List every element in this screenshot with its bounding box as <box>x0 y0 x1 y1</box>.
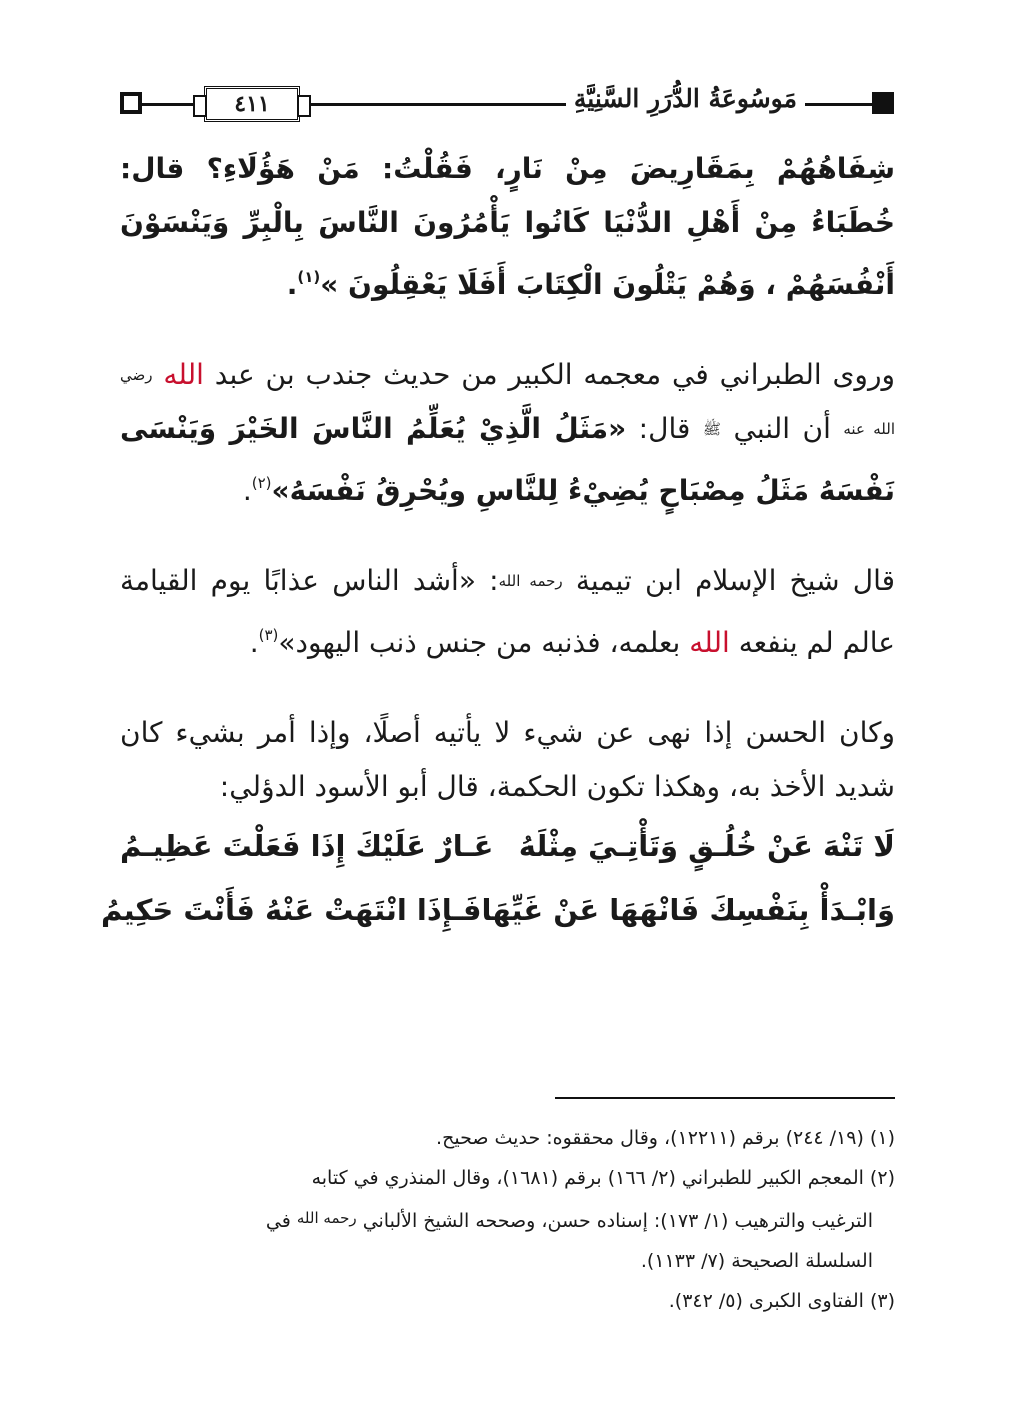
footnote-1: (١) (١٩/ ٢٤٤) برقم (١٢٢١١)، وقال محققوه: حديث صحيح. <box>436 1127 895 1149</box>
paragraph-tabarani <box>120 348 895 518</box>
poem-verse <box>100 880 895 944</box>
header-ornament-hollow <box>120 92 142 114</box>
footnote-2-line2: الترغيب والترهيب (١/ ١٧٣): إسناده حسن، وصححه الشيخ الألباني <box>362 1210 873 1232</box>
verse-second-hemistich: فَـإِذَا انْتَهَتْ عَنْهُ فَأَنْتَ حَكِيمُ <box>100 893 482 927</box>
footnote-2-line1: (٢) المعجم الكبير للطبراني (٢/ ١٦٦) برقم (١٦٨١)، وقال المنذري في كتابه <box>311 1167 895 1189</box>
p2-mid: أن النبي <box>733 412 831 445</box>
divine-name: الله <box>163 358 204 391</box>
paragraph-hadith-continued <box>120 142 895 312</box>
page-number <box>204 86 300 122</box>
poem <box>100 816 895 944</box>
running-header <box>120 82 895 128</box>
p1-end: . <box>286 268 298 301</box>
p2-end: . <box>242 474 252 507</box>
p1-line2: أَهْلِ الدُّنْيَا كَانُوا يَأْمُرُونَ النَّاسَ بِالْبِرِّ وَيَنْسَوْنَ أَنْفُسَهُمْ ، وَهُمْ <box>120 206 895 301</box>
verse-first-hemistich: لَا تَنْهَ عَنْ خُلُـقٍ وَتَأْتِـيَ مِثْلَهُ <box>518 829 895 863</box>
p3-a: قال شيخ الإسلام ابن تيمية <box>575 564 896 597</box>
footnote-ref-3: (٣) <box>258 626 279 644</box>
honorific-rahimahullah: رحمه الله <box>498 572 563 590</box>
footnote-3: (٣) الفتاوى الكبرى (٥/ ٣٤٢). <box>668 1290 895 1312</box>
p3-b: : «أشد الناس عذابًا يوم القيامة عالم لم ينفعه <box>120 564 895 659</box>
page-number-text: ٤١١ <box>234 91 270 117</box>
verse-second-hemistich: عَـارٌ عَلَيْكَ إِذَا فَعَلْتَ عَظِيـمُ <box>120 829 494 863</box>
paragraph-ibn-taymiyya <box>120 554 895 670</box>
p2-intro: وروى الطبراني في معجمه الكبير من حديث جندب بن عبد <box>214 358 895 391</box>
paragraph-hasan: وكان الحسن إذا نهى عن شيء لا يأتيه أصلًا، وإذا أمر بشيء كان شديد الأخذ به، وهكذا تكون الحكمة، قال أبو الأسود الدؤلي: <box>120 716 895 803</box>
footnote-ref-1: (١) <box>297 268 321 286</box>
header-ornament-filled <box>872 92 894 114</box>
main-text <box>100 142 896 944</box>
honorific-salawat: ﷺ <box>702 420 721 438</box>
verse-first-hemistich: وَابْـدَأْ بِنَفْسِكَ فَانْهَهَا عَنْ غَيِّهَا <box>481 893 895 927</box>
p3-end: . <box>249 626 259 659</box>
footnote-2-fi: في <box>265 1210 291 1232</box>
footnote-ref-2: (٢) <box>251 474 272 492</box>
series-title: مَوسُوعَةُ الدُّرَرِ السَّنِيَّةِ <box>566 84 805 113</box>
footnote-2-cont <box>120 1198 895 1241</box>
p3-c: بعلمه، فذنبه من جنس ذنب اليهود» <box>278 626 681 659</box>
divine-name: الله <box>689 626 730 659</box>
honorific-rahimahullah: رحمه الله <box>296 1209 357 1227</box>
p2-said: قال: <box>638 412 691 445</box>
honorific-radi: رضي الله عنه <box>120 366 896 438</box>
footnote-separator <box>555 1097 895 1099</box>
hadith-quote: «مَثَلُ الَّذِيْ يُعَلِّمُ النَّاسَ الخَيْرَ وَيَنْسَى نَفْسَهُ مَثَلُ مِصْبَاحٍ يُضِيْءُ لِلنَّاسِ ويُحْرِقُ نَفْسَهُ» <box>120 412 895 507</box>
footnote-2-line3: السلسلة الصحيحة (٧/ ١١٣٣). <box>640 1250 873 1272</box>
footnotes <box>120 1118 895 1321</box>
poem-verse <box>120 816 895 880</box>
p1-line1: شِفَاهُهُمْ بِمَقَارِيضَ مِنْ نَارٍ، فَقُلْتُ: مَنْ هَؤُلَاءِ؟ قال: خُطَبَاءُ مِنْ <box>120 152 896 239</box>
footnote-2 <box>120 1158 895 1198</box>
p1-line3: يَتْلُونَ الْكِتَابَ أَفَلَا يَعْقِلُونَ » <box>320 268 688 301</box>
